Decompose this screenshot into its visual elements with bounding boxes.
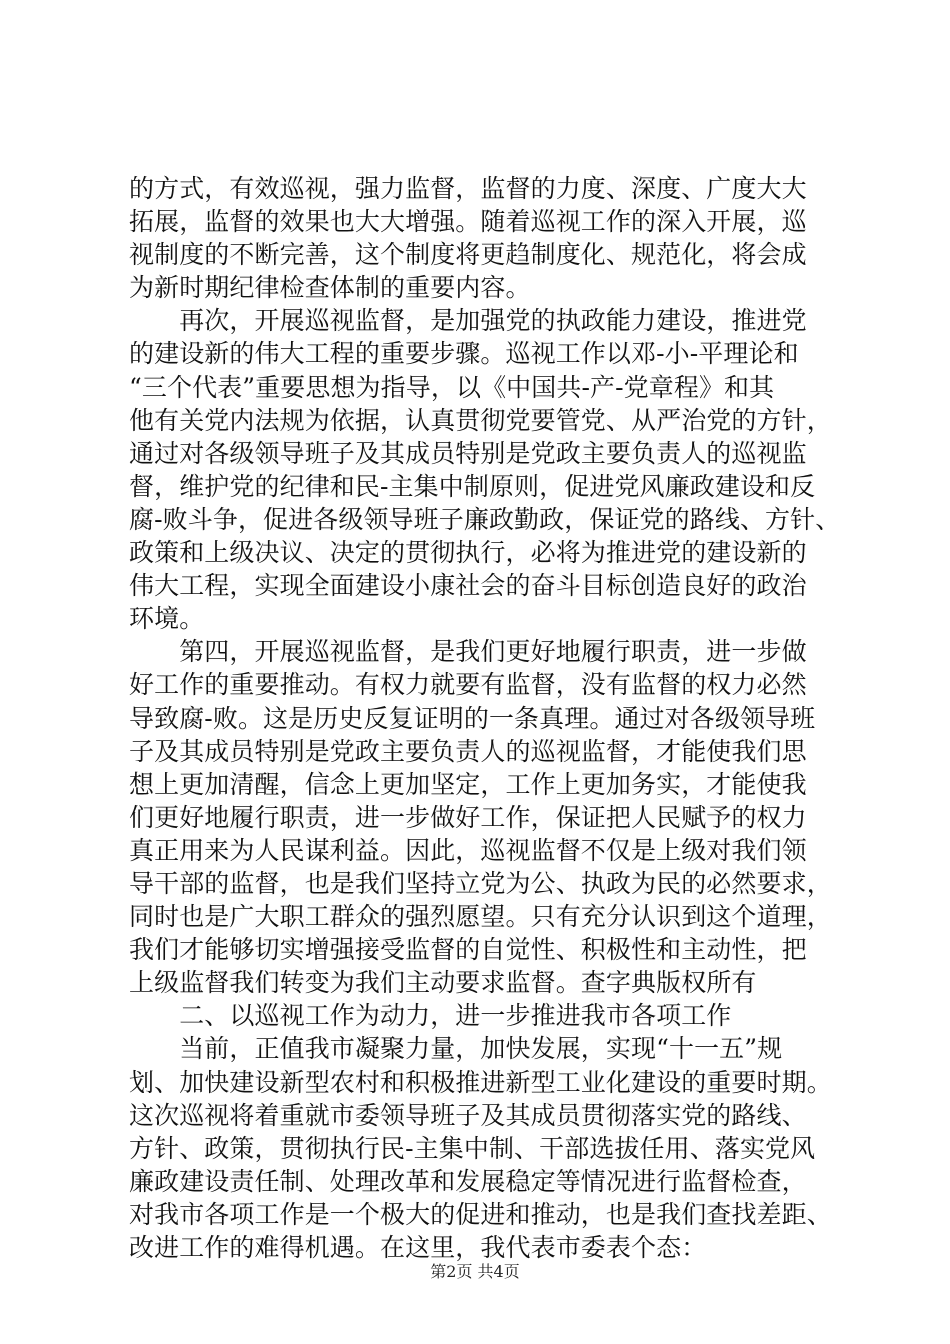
document-body	[129, 172, 841, 1264]
text-line: “三个代表”重要思想为指导，以《中国共-产-党章程》和其	[129, 372, 775, 402]
text-line: 导干部的监督，也是我们坚持立党为公、执政为民的必然要求，	[129, 868, 832, 898]
text-line: 政策和上级决议、决定的贯彻执行，必将为推进党的建设新的	[129, 538, 807, 568]
text-line: 为新时期纪律检查体制的重要内容。	[129, 273, 531, 303]
text-line: 当前，正值我市凝聚力量，加快发展，实现“十一五”规	[129, 1034, 783, 1064]
text-line: 这次巡视将着重就市委领导班子及其成员贯彻落实党的路线、	[129, 1100, 807, 1130]
text-line: 拓展，监督的效果也大大增强。随着巡视工作的深入开展，巡	[129, 207, 807, 237]
text-line: 好工作的重要推动。有权力就要有监督，没有监督的权力必然	[129, 670, 807, 700]
text-line: 们更好地履行职责，进一步做好工作，保证把人民赋予的权力	[129, 802, 807, 832]
text-line: 的建设新的伟大工程的重要步骤。巡视工作以邓-小-平理论和	[129, 339, 799, 369]
text-line: 他有关党内法规为依据，认真贯彻党要管党、从严治党的方针，	[129, 405, 832, 435]
text-line: 伟大工程，实现全面建设小康社会的奋斗目标创造良好的政治	[129, 571, 807, 601]
text-line: 督，维护党的纪律和民-主集中制原则，促进党风廉政建设和反	[129, 471, 816, 501]
text-line: 腐-败斗争，促进各级领导班子廉政勤政，保证党的路线、方针、	[129, 504, 841, 534]
text-line: 改进工作的难得机遇。在这里，我代表市委表个态：	[129, 1233, 707, 1262]
text-line: 第四，开展巡视监督，是我们更好地履行职责，进一步做	[129, 637, 807, 667]
page-footer: 第2页 共4页	[430, 1262, 520, 1281]
text-line: 上级监督我们转变为我们主动要求监督。查字典版权所有	[129, 968, 757, 998]
text-line: 廉政建设责任制、处理改革和发展稳定等情况进行监督检查，	[129, 1166, 807, 1196]
text-line: 同时也是广大职工群众的强烈愿望。只有充分认识到这个道理，	[129, 902, 832, 932]
text-line: 视制度的不断完善，这个制度将更趋制度化、规范化，将会成	[129, 240, 807, 270]
text-line: 我们才能够切实增强接受监督的自觉性、积极性和主动性，把	[129, 935, 807, 965]
text-line: 环境。	[129, 604, 205, 634]
text-line: 想上更加清醒，信念上更加坚定，工作上更加务实，才能使我	[129, 769, 807, 799]
text-line: 再次，开展巡视监督，是加强党的执政能力建设，推进党	[129, 306, 807, 336]
text-line: 对我市各项工作是一个极大的促进和推动，也是我们查找差距、	[129, 1199, 832, 1229]
text-line: 导致腐-败。这是历史反复证明的一条真理。通过对各级领导班	[129, 703, 816, 733]
text-line: 真正用来为人民谋利益。因此，巡视监督不仅是上级对我们领	[129, 835, 807, 865]
text-line: 的方式，有效巡视，强力监督，监督的力度、深度、广度大大	[129, 174, 807, 203]
section-heading: 二、以巡视工作为动力，进一步推进我市各项工作	[129, 1001, 732, 1031]
text-line: 划、加快建设新型农村和积极推进新型工业化建设的重要时期。	[129, 1067, 832, 1097]
text-line: 方针、政策，贯彻执行民-主集中制、干部选拔任用、落实党风	[129, 1133, 816, 1163]
text-line: 子及其成员特别是党政主要负责人的巡视监督，才能使我们思	[129, 736, 807, 766]
text-line: 通过对各级领导班子及其成员特别是党政主要负责人的巡视监	[129, 438, 807, 468]
